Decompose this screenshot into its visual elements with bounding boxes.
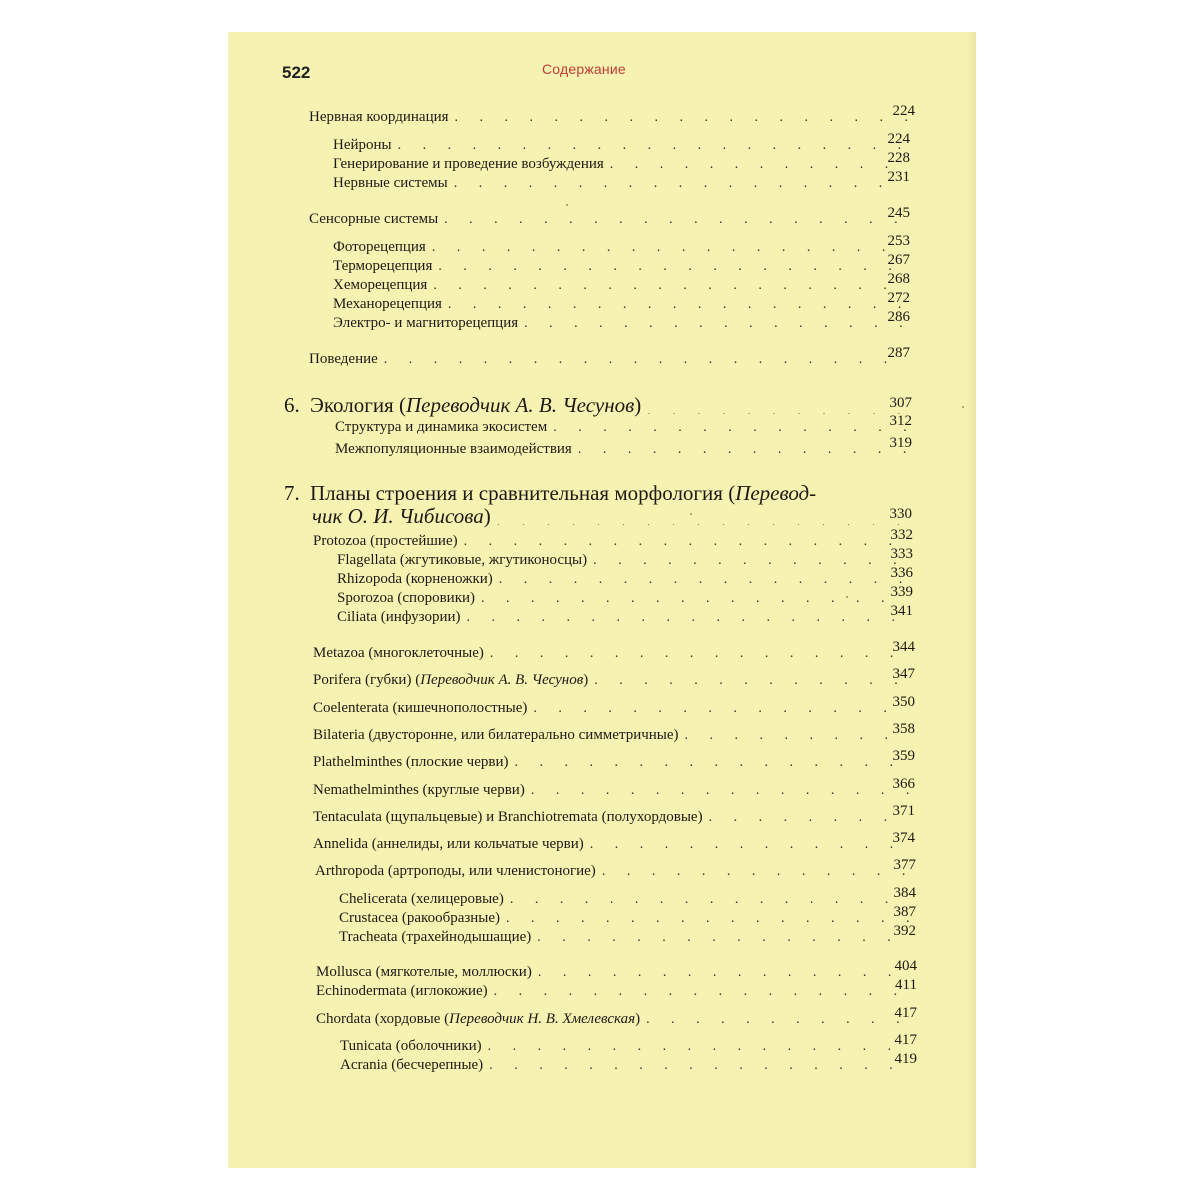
toc-entry-interpopulation (335, 435, 912, 458)
toc-page-number: 404 (894, 958, 917, 974)
toc-page-number: 411 (895, 977, 917, 993)
paren: ( (444, 1011, 450, 1027)
dot-leader (593, 552, 907, 566)
toc-page-number: 344 (892, 639, 915, 655)
toc-page-number: 267 (887, 252, 910, 268)
toc-page-number: 245 (887, 205, 910, 221)
paren: ) (634, 393, 642, 417)
toc-entry-bilateria (313, 721, 915, 744)
dot-leader (494, 983, 911, 997)
chapter-number: 7. (284, 481, 300, 505)
toc-entry-title: Генерирование и проведение возбуждения (333, 156, 604, 172)
dot-leader (538, 964, 911, 978)
toc-page-number: 307 (889, 395, 912, 411)
toc-entry-behavior (309, 345, 910, 368)
toc-page-number: 332 (890, 527, 913, 543)
toc-entry-title: Межпопуляционные взаимодействия (335, 441, 572, 457)
toc-entry-title: Структура и динамика экосистем (335, 419, 548, 435)
dot-leader (432, 239, 904, 253)
toc-entry-mollusca (316, 958, 917, 981)
toc-entry-title: Echinodermata (иглокожие) (316, 983, 488, 999)
translator-credit-line1: Перевод- (735, 481, 817, 505)
toc-entry-title: Arthropoda (артроподы, или членистоногие) (315, 863, 596, 879)
toc-entry-title: Поведение (309, 351, 378, 367)
chapter-title: Планы строения и сравнительная морфология (310, 481, 723, 505)
toc-page-number: 228 (887, 150, 910, 166)
toc-page-number: 339 (890, 584, 913, 600)
toc-page-number: 374 (892, 830, 915, 846)
toc-page-number: 371 (892, 803, 915, 819)
toc-entry-title: Acrania (бесчерепные) (340, 1057, 484, 1073)
toc-entry-ecosystems (335, 413, 912, 436)
toc-entry-mechanoreception (333, 290, 910, 313)
toc-page-number: 358 (892, 721, 915, 737)
dot-leader (506, 910, 910, 924)
paren: ( (728, 481, 736, 505)
toc-page-number: 224 (887, 131, 910, 147)
dot-leader (499, 571, 907, 585)
toc-entry-flagellata (337, 546, 913, 569)
dot-leader (455, 109, 909, 123)
toc-entry-title: Annelida (аннелиды, или кольчатые черви) (313, 836, 584, 852)
dot-leader (454, 175, 904, 189)
toc-entry-neurons (333, 131, 910, 154)
dot-leader (384, 351, 904, 365)
chapter-title: Экология (310, 393, 394, 417)
toc-entry-title: Sporozoa (споровики) (337, 590, 476, 606)
toc-page-number: 312 (889, 413, 912, 429)
toc-chapter-7-title (284, 481, 816, 505)
dot-leader (537, 929, 910, 943)
toc-page-number: 319 (889, 435, 912, 451)
translator-credit-line2: чик О. И. Чибисова (312, 504, 484, 528)
dot-leader (433, 277, 904, 291)
dot-leader (438, 258, 904, 272)
dot-leader (533, 700, 909, 714)
toc-entry-title: Электро- и магниторецепция (333, 315, 519, 331)
toc-page-number: 231 (887, 169, 910, 185)
toc-page-number: 286 (887, 309, 910, 325)
paren: ( (415, 672, 421, 688)
dot-leader (685, 727, 909, 741)
dot-leader (488, 1038, 911, 1052)
toc-page-number: 333 (890, 546, 913, 562)
dot-leader (489, 1057, 911, 1071)
toc-chapter-6 (284, 393, 912, 417)
toc-page-number: 359 (892, 748, 915, 764)
toc-entry-title: Фоторецепция (333, 239, 426, 255)
toc-entry-title: Терморецепция (333, 258, 433, 274)
toc-page-number: 419 (894, 1051, 917, 1067)
toc-page-number: 253 (887, 233, 910, 249)
toc-entry-title: Ciliata (инфузории) (337, 609, 461, 625)
toc-entry-excitation (333, 150, 910, 173)
toc-entry-chemoreception (333, 271, 910, 294)
toc-page-number: 417 (894, 1005, 917, 1021)
dot-leader (602, 863, 910, 877)
toc-entry-tentaculata (313, 803, 915, 826)
toc-entry-sporozoa (337, 584, 913, 607)
toc-entry-title: Tunicata (оболочники) (340, 1038, 482, 1054)
toc-page-number: 417 (894, 1032, 917, 1048)
toc-page-number: 330 (889, 506, 912, 522)
toc-entry-sensory-systems (309, 205, 910, 228)
toc-entry-title: Tentaculata (щупальцевые) и Branchiotremata (полухордовые) (313, 809, 703, 825)
page-edge-shadow (966, 32, 976, 1168)
toc-entry-protozoa (313, 527, 913, 550)
toc-chapter-7 (312, 504, 912, 528)
dot-leader (594, 672, 909, 686)
dot-leader (448, 296, 904, 310)
toc-page-number: 341 (890, 603, 913, 619)
toc-entry-echinodermata (316, 977, 917, 1000)
toc-entry-arthropoda (315, 857, 916, 880)
toc-entry-title: Flagellata (жгутиковые, жгутиконосцы) (337, 552, 588, 568)
dot-leader (514, 754, 909, 768)
toc-entry-title: Mollusca (мягкотелые, моллюски) (316, 964, 532, 980)
dot-leader (553, 419, 906, 433)
toc-entry-title: Chordata (хордовые (316, 1011, 441, 1027)
toc-entry-plathelminthes (313, 748, 915, 771)
toc-entry-rhizopoda (337, 565, 913, 588)
dot-leader (709, 809, 909, 823)
toc-page-number: 387 (893, 904, 916, 920)
dot-leader (398, 137, 904, 151)
toc-entry-title: Metazoa (многоклеточные) (313, 645, 484, 661)
dot-leader (578, 441, 906, 455)
toc-entry-acrania (340, 1051, 917, 1074)
running-head: Содержание (542, 61, 626, 77)
paren: ) (583, 672, 589, 688)
dot-leader (510, 891, 910, 905)
paren: ( (398, 393, 406, 417)
toc-entry-nervous-coordination (309, 103, 915, 126)
dot-leader (610, 156, 904, 170)
toc-page-number: 377 (893, 857, 916, 873)
paper-speck (846, 596, 848, 598)
toc-entry-tracheata (339, 923, 916, 946)
dot-leader (490, 645, 909, 659)
paren: ) (635, 1011, 641, 1027)
toc-entry-photoreception (333, 233, 910, 256)
paren: ) (483, 504, 491, 528)
toc-entry-title: Rhizopoda (корненожки) (337, 571, 493, 587)
paper-speck (962, 406, 964, 408)
dot-leader (590, 836, 909, 850)
dot-leader (497, 511, 906, 525)
toc-page-number: 366 (892, 776, 915, 792)
toc-entry-metazoa (313, 639, 915, 662)
translator-credit: Переводчик Н. В. Хмелевская (449, 1011, 636, 1027)
toc-entry-title: Plathelminthes (плоские черви) (313, 754, 509, 770)
toc-entry-nervous-systems (333, 169, 910, 192)
paper-speck (566, 204, 568, 206)
toc-entry-title: Nemathelminthes (круглые черви) (313, 782, 525, 798)
toc-page-number: 287 (887, 345, 910, 361)
dot-leader (646, 1011, 911, 1025)
toc-entry-thermoreception (333, 252, 910, 275)
toc-page-number: 268 (887, 271, 910, 287)
toc-entry-title: Нервные системы (333, 175, 448, 191)
toc-entry-title: Coelenterata (кишечнополостные) (313, 700, 528, 716)
toc-entry-chelicerata (339, 885, 916, 908)
toc-page-number: 347 (892, 666, 915, 682)
dot-leader (444, 211, 904, 225)
toc-page-number: 224 (892, 103, 915, 119)
toc-page-number: 392 (893, 923, 916, 939)
toc-entry-title: Сенсорные системы (309, 211, 439, 227)
toc-entry-porifera (313, 666, 915, 689)
toc-entry-title: Crustacea (ракообразные) (339, 910, 501, 926)
dot-leader (467, 609, 907, 623)
toc-entry-electroreception (333, 309, 910, 332)
toc-entry-coelenterata (313, 694, 915, 717)
toc-entry-nemathelminthes (313, 776, 915, 799)
toc-entry-annelida (313, 830, 915, 853)
toc-entry-title: Механорецепция (333, 296, 442, 312)
toc-entry-title: Нейроны (333, 137, 392, 153)
dot-leader (464, 533, 907, 547)
toc-entry-tunicata (340, 1032, 917, 1055)
translator-credit: Переводчик А. В. Чесунов (405, 393, 635, 417)
toc-entry-title: Хеморецепция (333, 277, 428, 293)
toc-entry-ciliata (337, 603, 913, 626)
dot-leader (531, 782, 909, 796)
toc-entry-title: Tracheata (трахейнодышащие) (339, 929, 532, 945)
dot-leader (524, 315, 904, 329)
dot-leader (647, 400, 906, 414)
toc-entry-crustacea (339, 904, 916, 927)
toc-entry-title: Porifera (губки) (313, 672, 412, 688)
translator-credit: Переводчик А. В. Чесунов (420, 672, 584, 688)
toc-entry-chordata (316, 1005, 917, 1028)
chapter-number: 6. (284, 393, 300, 417)
page-number: 522 (282, 63, 311, 82)
paper-speck (690, 513, 692, 515)
dot-leader (481, 590, 907, 604)
toc-page-number: 336 (890, 565, 913, 581)
toc-entry-title: Bilateria (двусторонне, или билатерально симметричные) (313, 727, 679, 743)
toc-page-number: 350 (892, 694, 915, 710)
toc-page-number: 384 (893, 885, 916, 901)
toc-entry-title: Protozoa (простейшие) (313, 533, 458, 549)
toc-page-number: 272 (887, 290, 910, 306)
toc-entry-title: Chelicerata (хелицеровые) (339, 891, 504, 907)
toc-entry-title: Нервная координация (309, 109, 449, 125)
